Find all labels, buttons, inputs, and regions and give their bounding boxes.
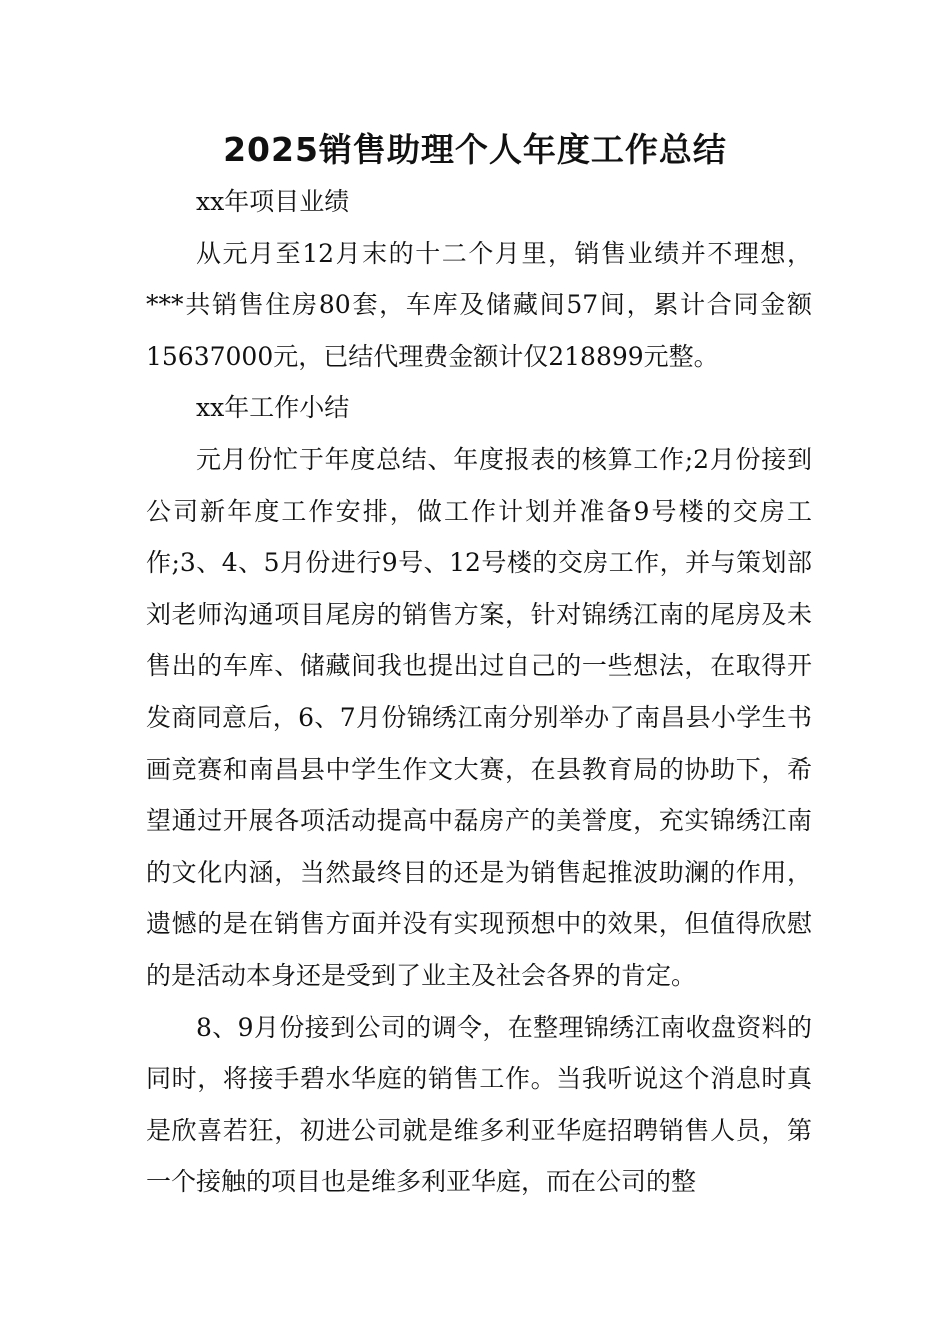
document-body bbox=[146, 176, 812, 1208]
section-heading-performance: xx年项目业绩 bbox=[196, 187, 350, 216]
paragraph-performance: 从元月至12月末的十二个月里，销售业绩并不理想，***共销售住房80套，车库及储藏间57间，累计合同金额15637000元，已结代理费金额计仅218899元整。 bbox=[146, 238, 812, 371]
paragraph-summary: 元月份忙于年度总结、年度报表的核算工作;2月份接到公司新年度工作安排，做工作计划并准备9号楼的交房工作;3、4、5月份进行9号、12号楼的交房工作，并与策划部刘老师沟通项目尾房的销售方案，针对锦绣江南的尾房及未售出的车库、储藏间我也提出过自己的一些想法，在取得开发商同意后，6、7月份锦绣江南分别举办了南昌县小学生书画竞赛和南昌县中学生作文大赛，在县教育局的协助下，希望通过开展各项活动提高中磊房产的美誉度，充实锦绣江南的文化内涵，当然最终目的还是为销售起推波助澜的作用，遗憾的是在销售方面并没有实现预想中的效果，但值得欣慰的是活动本身还是受到了业主及社会各界的肯定。 bbox=[146, 444, 812, 990]
document-title: 2025销售助理个人年度工作总结 bbox=[223, 130, 727, 169]
section-heading-summary: xx年工作小结 bbox=[196, 393, 350, 423]
paragraph-transfer: 8、9月份接到公司的调令，在整理锦绣江南收盘资料的同时，将接手碧水华庭的销售工作。当我听说这个消息时真是欣喜若狂，初进公司就是维多利亚华庭招聘销售人员，第一个接触的项目也是维多利亚华庭，而在公司的整 bbox=[146, 1012, 812, 1197]
